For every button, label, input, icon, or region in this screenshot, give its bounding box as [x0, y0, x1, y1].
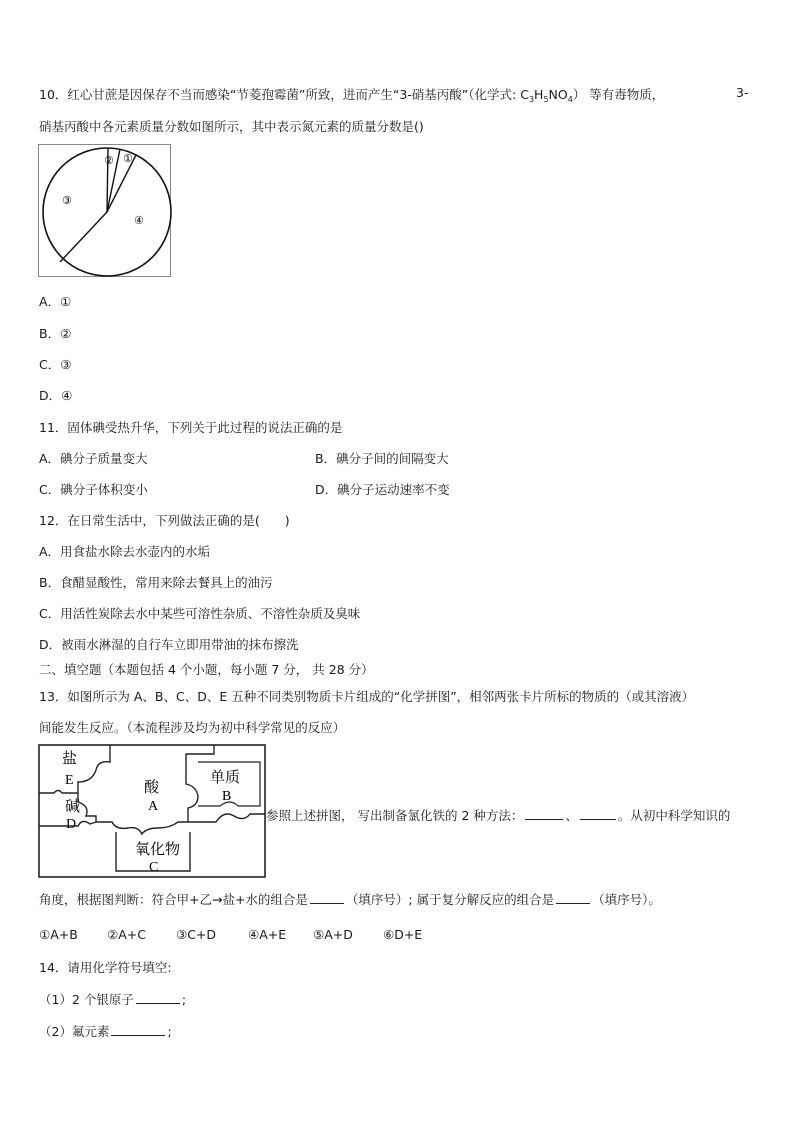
q10-option-c[interactable]: C．③ — [39, 357, 72, 372]
answer-blank-salt-water[interactable] — [310, 902, 344, 904]
q13-combo-3: ③C+D — [176, 927, 217, 942]
q10-line1-tail: 3- — [736, 85, 749, 100]
q13-line1: 13．如图所示为 A、B、C、D、E 五种不同类别物质卡片组成的“化学拼图”，相邻两张卡片所标的物质的（或其溶液） — [39, 689, 695, 704]
mass-fraction-pie-chart — [38, 144, 174, 278]
answer-blank-fluorine[interactable] — [111, 1034, 165, 1036]
q13-side-text: 参照上述拼图， 写出制备氯化铁的 2 种方法： 、 。从初中科学知识的 — [266, 808, 731, 823]
q14-item-2: （2）氟元素 ; — [39, 1024, 172, 1039]
q10-option-d[interactable]: D．④ — [39, 388, 73, 403]
q11-option-a[interactable]: A．碘分子质量变大 — [39, 451, 148, 466]
pie-label-2: ② — [104, 154, 114, 167]
section-2-heading: 二、填空题（本题包括 4 个小题，每小题 7 分， 共 28 分） — [39, 662, 374, 677]
q12-stem: 12．在日常生活中，下列做法正确的是( ) — [39, 513, 290, 528]
q12-option-a[interactable]: A．用食盐水除去水壶内的水垢 — [39, 544, 211, 559]
q13-combo-4: ④A+E — [248, 927, 287, 942]
q10-line2: 硝基丙酸中各元素质量分数如图所示，其中表示氮元素的质量分数是() — [39, 119, 424, 134]
q14-item-1: （1）2 个银原子 ; — [39, 992, 187, 1007]
q13-combo-5: ⑤A+D — [313, 927, 353, 942]
q11-option-d[interactable]: D．碘分子运动速率不变 — [315, 482, 450, 497]
pie-label-1: ① — [123, 152, 133, 165]
pie-label-4: ④ — [134, 214, 144, 227]
puzzle-card-salt-letter: E — [65, 773, 74, 788]
puzzle-card-element: 单质 — [210, 768, 241, 786]
answer-blank-silver-atoms[interactable] — [136, 1002, 180, 1004]
q11-option-c[interactable]: C．碘分子体积变小 — [39, 482, 148, 497]
q11-option-b[interactable]: B．碘分子间的间隔变大 — [315, 451, 449, 466]
q12-option-b[interactable]: B．食醋显酸性，常用来除去餐具上的油污 — [39, 575, 273, 590]
puzzle-card-acid-letter: A — [148, 799, 159, 814]
puzzle-card-oxide-letter: C — [149, 860, 159, 875]
q10-option-b[interactable]: B．② — [39, 326, 72, 341]
q12-option-d[interactable]: D．被雨水淋湿的自行车立即用带油的抹布擦洗 — [39, 637, 299, 652]
puzzle-card-base: 碱 — [65, 797, 81, 815]
puzzle-card-oxide: 氧化物 — [135, 840, 181, 858]
puzzle-card-acid: 酸 — [144, 778, 160, 796]
q10-option-a[interactable]: A．① — [39, 294, 72, 309]
answer-blank-method-2[interactable] — [580, 818, 616, 820]
pie-label-3: ③ — [62, 194, 72, 207]
puzzle-card-base-letter: D — [66, 817, 77, 832]
q14-stem: 14．请用化学符号填空: — [39, 960, 172, 975]
q13-combo-6: ⑥D+E — [383, 927, 423, 942]
answer-blank-double-decomposition[interactable] — [556, 902, 590, 904]
q13-combo-1: ①A+B — [39, 927, 78, 942]
answer-blank-method-1[interactable] — [525, 818, 563, 820]
chemistry-puzzle-diagram — [38, 744, 266, 878]
puzzle-card-element-letter: B — [222, 789, 232, 804]
puzzle-card-salt: 盐 — [62, 749, 78, 767]
q13-line2: 间能发生反应。（本流程涉及均为初中科学常见的反应） — [39, 720, 346, 735]
q12-option-c[interactable]: C．用活性炭除去水中某些可溶性杂质、不溶性杂质及臭味 — [39, 606, 361, 621]
q13-combo-2: ②A+C — [107, 927, 146, 942]
q13-line4: 角度，根据图判断：符合甲+乙→盐+水的组合是 （填序号）; 属于复分解反应的组合是 （填序号）。 — [39, 892, 661, 907]
q11-stem: 11．固体碘受热升华，下列关于此过程的说法正确的是 — [39, 420, 343, 435]
q10-line1: 10．红心甘蔗是因保存不当而感染“节菱孢霉菌”所致，进而产生“3-硝基丙酸”（化学式: $C_3H_5NO_4$） 等有毒物质， — [39, 87, 665, 104]
